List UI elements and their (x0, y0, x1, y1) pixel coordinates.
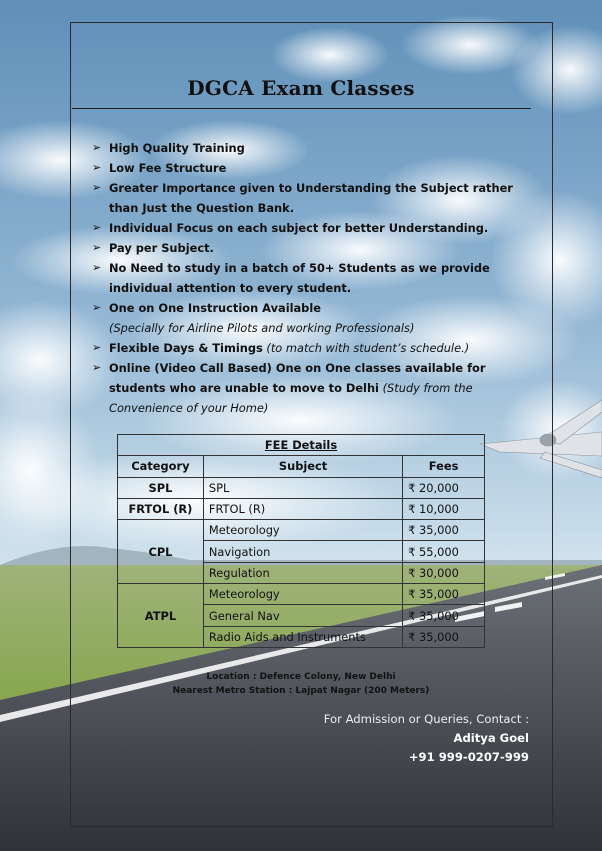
arrow-bullet-icon: ➢ (92, 361, 102, 374)
table-row (118, 498, 485, 519)
category-cell: FRTOL (R) (118, 498, 204, 519)
arrow-bullet-icon: ➢ (92, 341, 102, 354)
category-cell: CPL (118, 520, 204, 584)
feature-list (92, 138, 532, 418)
subject-cell: Regulation (203, 562, 402, 583)
fee-cell: ₹ 20,000 (403, 477, 485, 498)
subject-cell: General Nav (203, 605, 402, 626)
list-item: ➢ High Quality Training (92, 138, 532, 158)
table-caption: FEE Details (118, 435, 485, 456)
fee-cell: ₹ 35,000 (403, 605, 485, 626)
page-title: DGCA Exam Classes (187, 76, 415, 100)
arrow-bullet-icon: ➢ (92, 261, 102, 274)
list-item: ➢ No Need to study in a batch of 50+ Students as we provide individual attention to every student. (92, 258, 532, 298)
fee-table (117, 434, 485, 648)
category-cell: SPL (118, 477, 204, 498)
list-item: ➢ Greater Importance given to Understanding the Subject rather than Just the Question Bank. (92, 178, 532, 218)
table-row (118, 584, 485, 605)
arrow-bullet-icon: ➢ (92, 161, 102, 174)
list-item: ➢ Low Fee Structure (92, 158, 532, 178)
contact-intro: For Admission or Queries, Contact : (323, 712, 529, 726)
arrow-bullet-icon: ➢ (92, 301, 102, 314)
contact-block (324, 710, 529, 767)
location-text: Location : Defence Colony, New Delhi (206, 672, 396, 682)
metro-station-text: Nearest Metro Station : Lajpat Nagar (200 Meters) (172, 686, 430, 696)
fee-cell: ₹ 30,000 (403, 562, 485, 583)
list-item: ➢ Online (Video Call Based) One on One classes available for students who are unable to move to Delhi (Study from the Convenience of your Home) (92, 358, 532, 418)
table-row (118, 520, 485, 541)
column-header: Fees (403, 456, 485, 477)
arrow-bullet-icon: ➢ (92, 141, 102, 154)
contact-phone: +91 999-0207-999 (408, 750, 529, 764)
list-item: ➢ Individual Focus on each subject for better Understanding. (92, 218, 532, 238)
fee-cell: ₹ 10,000 (403, 498, 485, 519)
contact-name: Aditya Goel (453, 731, 529, 745)
subject-cell: Meteorology (203, 520, 402, 541)
list-item: ➢ One on One Instruction Available (Specially for Airline Pilots and working Professionals) (92, 298, 532, 338)
list-item: ➢ Pay per Subject. (92, 238, 532, 258)
arrow-bullet-icon: ➢ (92, 241, 102, 254)
subject-cell: Meteorology (203, 584, 402, 605)
list-item: ➢ Flexible Days & Timings (to match with student’s schedule.) (92, 338, 532, 358)
fee-cell: ₹ 55,000 (403, 541, 485, 562)
fee-cell: ₹ 35,000 (403, 520, 485, 541)
column-header: Category (118, 456, 204, 477)
category-cell: ATPL (118, 584, 204, 648)
subject-cell: FRTOL (R) (203, 498, 402, 519)
subject-cell: SPL (203, 477, 402, 498)
arrow-bullet-icon: ➢ (92, 221, 102, 234)
fee-cell: ₹ 35,000 (403, 626, 485, 647)
subject-cell: Navigation (203, 541, 402, 562)
arrow-bullet-icon: ➢ (92, 181, 102, 194)
subject-cell: Radio Aids and Instruments (203, 626, 402, 647)
title-underline (72, 108, 531, 109)
fee-cell: ₹ 35,000 (403, 584, 485, 605)
column-header: Subject (203, 456, 402, 477)
table-row (118, 477, 485, 498)
